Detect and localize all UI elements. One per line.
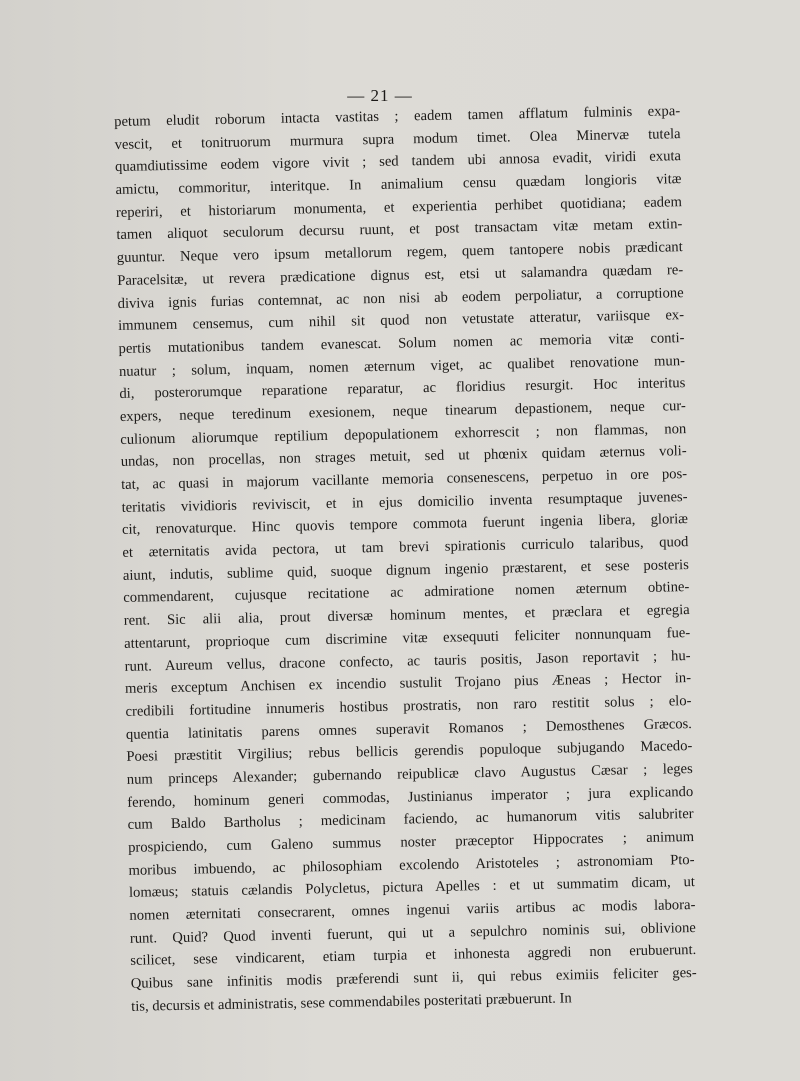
text-line: runt. Aureum vellus, dracone confecto, ac tauris positis, Jason reportavit ; hu-	[124, 647, 691, 675]
text-line: commendarent, cujusque recitatione ac admiratione nomen æternum obtine-	[123, 579, 690, 607]
text-line: quentia latinitatis parens omnes superavit Romanos ; Demosthenes Græcos.	[125, 715, 693, 743]
text-line: ferendo, hominum generi commodas, Justinianus imperator ; jura explicando	[127, 783, 694, 811]
text-line: amictu, commoritur, interitque. In animalium censu quædam longioris vitæ	[115, 171, 682, 199]
text-line: num princeps Alexander; gubernando reipublicæ clavo Augustus Cæsar ; leges	[126, 760, 693, 788]
text-line: immunem censemus, cum nihil sit quod non vetustate atteratur, variisque ex-	[117, 307, 685, 335]
text-line: scilicet, sese vindicarent, etiam turpia et inhonesta aggredi non erubuerunt.	[130, 942, 697, 970]
text-line: lomæus; statuis cælandis Polycletus, pictura Apelles : et ut summatim dicam, ut	[128, 874, 696, 902]
text-line: nomen æternitati consecrarent, omnes ingenui variis artibus ac modis labora-	[129, 897, 696, 924]
text-line: vescit, et tonitruorum murmura supra modum timet. Olea Minervæ tutela	[114, 125, 681, 153]
text-line: undas, non procellas, non strages metuit, sed ut phœnix quidam æternus voli-	[120, 443, 687, 471]
text-line: credibili fortitudine innumeris hostibus prostratis, non raro restitit solus ; elo-	[125, 692, 692, 720]
text-line: expers, neque teredinum exesionem, neque tinearum depastionem, neque cur-	[119, 398, 686, 425]
text-line: diviva ignis furias contemnat, ac non nisi ab eodem perpoliatur, a corruptione	[117, 284, 684, 312]
text-line: runt. Quid? Quod inventi fuerunt, qui ut a sepulchro nominis sui, oblivione	[129, 919, 696, 947]
text-line: petum eludit roborum intacta vastitas ; eadem tamen afflatum fulminis expa-	[114, 103, 681, 130]
text-line: attentarunt, proprioque cum discrimine vitæ exsequuti feliciter nonnunquam fue-	[124, 624, 691, 652]
text-line: guuntur. Neque vero ipsum metallorum regem, quem tantopere nobis prædicant	[116, 239, 683, 267]
text-line: di, posterorumque reparatione reparatur, ac floridius resurgit. Hoc interitus	[119, 375, 686, 403]
text-line: meris exceptum Anchisen ex incendio sustulit Trojano pius Æneas ; Hector in-	[124, 670, 692, 698]
text-line: tamen aliquot seculorum decursu ruunt, et post transactam vitæ metam extin-	[116, 216, 683, 244]
text-line: reperiri, et historiarum monumenta, et experientia perhibet quotidiana; eadem	[115, 193, 683, 221]
text-line: cum Baldo Bartholus ; medicinam faciendo, ac humanorum vitis salubriter	[127, 806, 694, 834]
text-line: et æternitatis avida pectora, ut tam brevi spirationis curriculo talaribus, quod	[122, 534, 689, 561]
text-line: pertis mutationibus tandem evanescat. Solum nomen ac memoria vitæ conti-	[118, 329, 685, 357]
text-line: moribus imbuendo, ac philosophiam excolendo Aristoteles ; astronomiam Pto-	[128, 851, 695, 879]
text-line: quamdiutissime eodem vigore vivit ; sed tandem ubi annosa evadit, viridi exuta	[114, 148, 682, 176]
text-line: rent. Sic alii alia, prout diversæ hominum mentes, et præclara et egregia	[123, 602, 690, 630]
text-line: tis, decursis et administratis, sese commendabiles posteritati præbuerunt. In	[131, 990, 572, 1015]
text-line: nuatur ; solum, inquam, nomen æternum viget, ac qualibet renovatione mun-	[118, 352, 686, 380]
text-line: aiunt, indutis, sublime quid, suoque dignum ingenio præstarent, et sese posteris	[122, 556, 689, 584]
text-line: Poesi præstitit Virgilius; rebus bellicis gerendis populoque subjugando Macedo-	[126, 738, 693, 766]
text-line: Paracelsitæ, ut revera prædicatione dignus est, etsi ut salamandra quædam re-	[117, 261, 684, 289]
text-line: cit, renovaturque. Hinc quovis tempore commota fuerunt ingenia libera, gloriæ	[121, 511, 689, 539]
text-line: Quibus sane infinitis modis præferendi sunt ii, qui rebus eximiis feliciter ges-	[130, 965, 697, 992]
text-line: prospiciendo, cum Galeno summus noster præceptor Hippocrates ; animum	[127, 828, 695, 856]
text-line: tat, ac quasi in majorum vacillante memoria consenescens, perpetuo in ore pos-	[121, 466, 688, 493]
body-text	[114, 100, 697, 1018]
text-line: culionum aliorumque reptilium depopulationem exhorrescit ; non flammas, non	[120, 420, 687, 448]
page-number: — 21 —	[347, 86, 413, 105]
text-line: teritatis vividioris reviviscit, et in ejus domicilio inventa resumptaque juvenes-	[121, 488, 688, 516]
